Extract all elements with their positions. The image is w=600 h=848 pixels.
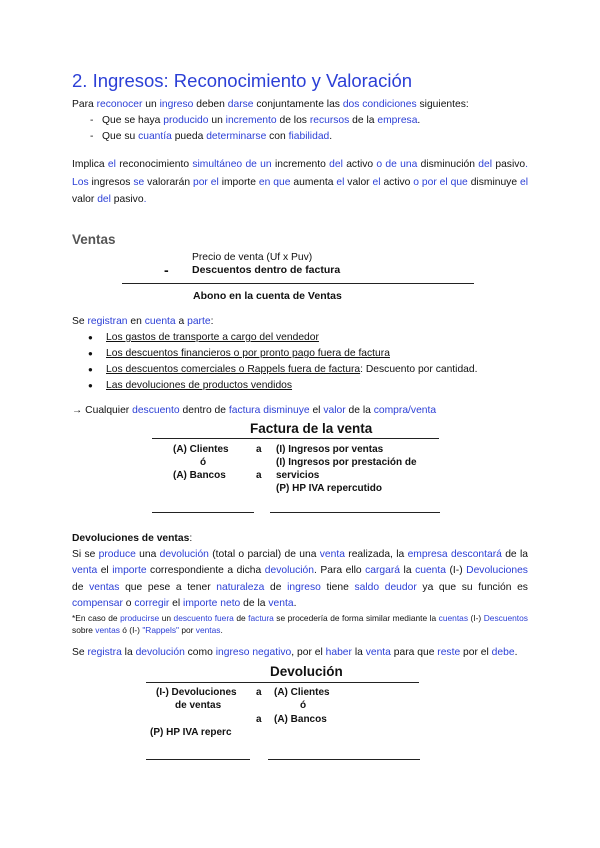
key-term: factura bbox=[228, 405, 261, 416]
condition-item: - Que su cuantía pueda determinarse con fiabilidad. bbox=[72, 129, 532, 145]
key-term: . bbox=[143, 194, 147, 205]
key-term: devolución bbox=[159, 549, 209, 560]
key-term: el bbox=[333, 176, 348, 188]
credit-account: (A) Bancos bbox=[274, 714, 327, 725]
key-term: haber bbox=[325, 647, 352, 658]
key-term: "Rappels" bbox=[142, 625, 179, 636]
key-term: venta bbox=[319, 549, 345, 560]
return-entry-top-line bbox=[146, 682, 419, 683]
key-term: parte bbox=[187, 316, 211, 327]
key-term: dos condiciones bbox=[342, 99, 417, 110]
key-term: importe neto bbox=[183, 597, 241, 609]
a-label: a bbox=[256, 470, 262, 481]
key-term: factura bbox=[248, 613, 274, 624]
key-term: registran bbox=[87, 316, 128, 327]
key-term: el bbox=[517, 176, 528, 188]
debit-account: (I-) Devoluciones bbox=[156, 687, 237, 698]
credit-account: (I) Ingresos por ventas bbox=[276, 444, 384, 455]
or-label: ó bbox=[200, 457, 207, 468]
key-term: darse bbox=[227, 99, 254, 110]
credit-account: (I) Ingresos por prestación de bbox=[276, 457, 417, 468]
key-term: por el bbox=[190, 176, 222, 188]
key-term: cuenta bbox=[144, 316, 176, 327]
returns-heading: Devoluciones de ventas: bbox=[72, 533, 193, 544]
invoice-entry-title: Factura de la venta bbox=[250, 421, 373, 436]
key-term: reconocer bbox=[96, 99, 143, 110]
returns-section bbox=[72, 547, 528, 636]
key-term: descontará bbox=[450, 549, 502, 560]
a-label: a bbox=[256, 714, 262, 725]
arrow-note-text: → Cualquier descuento dentro de factura disminuye el valor de la compra/venta bbox=[72, 405, 437, 416]
key-term: devolución bbox=[135, 647, 185, 658]
key-term: cuantía bbox=[138, 131, 172, 142]
key-term: se bbox=[130, 176, 148, 188]
bullet-item: ● Las devoluciones de productos vendidos bbox=[72, 378, 532, 394]
key-term: compensar bbox=[72, 597, 123, 609]
bullet-item: ● Los descuentos comerciales o Rappels fuera de factura: Descuento por cantidad. bbox=[72, 362, 532, 378]
conditions-list bbox=[72, 113, 532, 145]
key-term: descuento bbox=[132, 405, 180, 416]
key-term: determinarse bbox=[206, 131, 267, 142]
key-term: o por el que bbox=[410, 176, 471, 188]
key-term: saldo deudor bbox=[354, 581, 417, 593]
intro-paragraph: Para reconocer un ingreso deben darse conjuntamente las dos condiciones siguientes: bbox=[72, 99, 469, 110]
key-term: disminuye bbox=[263, 405, 310, 416]
key-term: Devoluciones bbox=[466, 565, 528, 577]
key-term: valor bbox=[323, 405, 346, 416]
minus-sign: - bbox=[164, 262, 169, 278]
key-term: ventas bbox=[195, 625, 221, 636]
entry-bottom-line-right bbox=[270, 512, 440, 513]
bullet-item: ● Los gastos de transporte a cargo del vendedor bbox=[72, 330, 532, 346]
key-term: ingreso bbox=[159, 99, 194, 110]
key-term: empresa bbox=[407, 549, 448, 560]
key-term: o de una bbox=[373, 159, 421, 170]
entry-bottom-line-left bbox=[152, 512, 254, 513]
key-term: descuento fuera bbox=[173, 613, 234, 624]
key-term: fiabilidad bbox=[288, 131, 330, 142]
key-term: del bbox=[475, 159, 496, 170]
key-term: del bbox=[325, 159, 347, 170]
key-term: cargará bbox=[365, 565, 401, 577]
register-section bbox=[72, 314, 532, 394]
debit-account: (A) Clientes bbox=[173, 444, 229, 455]
returns-paragraph: Si se produce una devolución (total o parcial) de una venta realizada, la empresa descontará de la venta el importe correspondiente a dicha devolución. Para ello cargará la cuenta (I-) Devoluciones de ventas que pese a tener naturaleza de ingreso tiene saldo deudor ya que su función es compensar o corregir el importe neto de la venta. bbox=[72, 549, 528, 609]
returns-note: *En caso de producirse un descuento fuera de factura se procedería de forma similar mediante la cuentas (I-) Descuentos sobre ventas ó (I-) "Rappels" por ventas. bbox=[72, 613, 528, 636]
key-term: ingreso bbox=[287, 581, 321, 593]
formula-price: Precio de venta (Uf x Puv) bbox=[192, 252, 313, 263]
items-list bbox=[72, 330, 532, 394]
credit-account: (P) HP IVA repercutido bbox=[276, 483, 382, 494]
key-term: el bbox=[369, 176, 384, 188]
return-entry-bottom-line-right bbox=[268, 759, 420, 760]
key-term: venta bbox=[365, 647, 391, 658]
recognition-section bbox=[72, 156, 528, 209]
key-term: produce bbox=[98, 549, 136, 560]
register-text: Se registran en cuenta a parte: bbox=[72, 316, 214, 327]
intro-section bbox=[72, 97, 532, 145]
page-title: 2. Ingresos: Reconocimiento y Valoración bbox=[72, 70, 413, 91]
key-term: ventas bbox=[89, 581, 120, 593]
debit-account: (P) HP IVA reperc bbox=[150, 727, 232, 738]
key-term: debe bbox=[491, 647, 515, 658]
key-term: registra bbox=[87, 647, 122, 658]
recognition-paragraph: Implica el reconocimiento simultáneo de un incremento del activo o de una disminución del pasivo. Los ingresos se valorarán por el importe en que aumenta el valor el activo o por el que disminuye el valor del pasivo. bbox=[72, 159, 528, 205]
entry-top-line bbox=[152, 438, 439, 439]
returns-register-text: Se registra la devolución como ingreso negativo, por el haber la venta para que reste por el debe. bbox=[72, 647, 518, 658]
credit-account: servicios bbox=[276, 470, 320, 481]
key-term: ingreso negativo bbox=[215, 647, 292, 658]
key-term: reste bbox=[437, 647, 461, 658]
key-term: compra/venta bbox=[373, 405, 437, 416]
key-term: empresa bbox=[377, 115, 418, 126]
key-term: importe bbox=[112, 565, 147, 577]
key-term: del bbox=[94, 194, 114, 205]
key-term: incremento bbox=[225, 115, 277, 126]
key-term: . Los bbox=[72, 159, 528, 188]
or-label: ó bbox=[300, 700, 307, 711]
returns-register bbox=[72, 645, 528, 661]
condition-item: - Que se haya producido un incremento de los recursos de la empresa. bbox=[72, 113, 532, 129]
key-term: cuenta bbox=[415, 565, 446, 577]
key-term: venta bbox=[72, 565, 98, 577]
key-term: recursos bbox=[309, 115, 350, 126]
debit-account: (A) Bancos bbox=[173, 470, 226, 481]
key-term: Descuentos bbox=[483, 613, 528, 624]
bullet-item: ● Los descuentos financieros o por pronto pago fuera de factura bbox=[72, 346, 532, 362]
formula-divider bbox=[122, 283, 474, 284]
key-term: corregir bbox=[134, 597, 170, 609]
formula-result: Abono en la cuenta de Ventas bbox=[193, 290, 342, 302]
key-term: cuentas bbox=[438, 613, 469, 624]
key-term: naturaleza bbox=[216, 581, 265, 593]
key-term: producido bbox=[163, 115, 209, 126]
return-entry-bottom-line-left bbox=[146, 759, 250, 760]
key-term: el bbox=[104, 159, 120, 170]
a-label: a bbox=[256, 687, 262, 698]
a-label: a bbox=[256, 444, 262, 455]
key-term: ventas bbox=[95, 625, 120, 636]
return-entry-title: Devolución bbox=[270, 664, 343, 679]
key-term: en que bbox=[256, 176, 294, 188]
key-term: simultáneo de un bbox=[189, 159, 275, 170]
arrow-note bbox=[72, 403, 532, 419]
ventas-heading: Ventas bbox=[72, 232, 116, 247]
formula-discounts: Descuentos dentro de factura bbox=[192, 264, 341, 276]
credit-account: (A) Clientes bbox=[274, 687, 330, 698]
key-term: producirse bbox=[120, 613, 160, 624]
debit-account: de ventas bbox=[175, 700, 222, 711]
key-term: venta bbox=[268, 597, 294, 609]
key-term: devolución bbox=[264, 565, 314, 577]
